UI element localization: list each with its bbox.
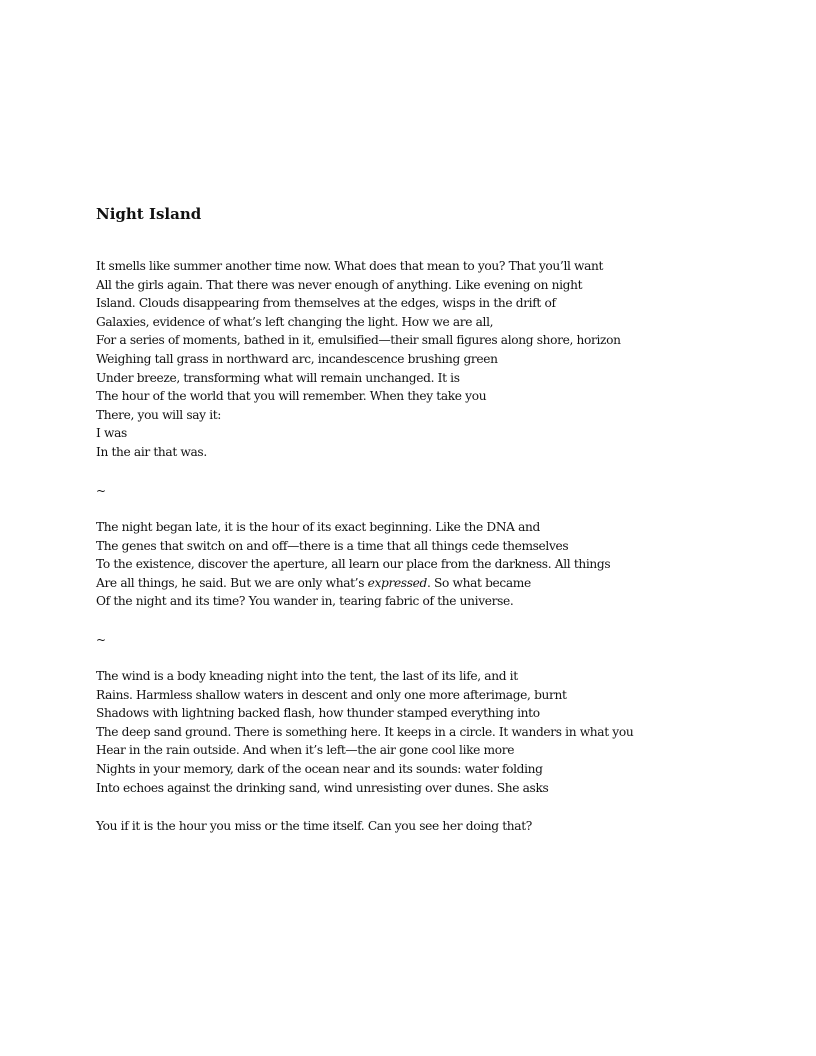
poem-line: Rains. Harmless shallow waters in descent and only one more afterimage, burnt: [96, 687, 567, 702]
line-text-after: . So what became: [426, 575, 531, 590]
stanza-2: [96, 518, 610, 611]
poem-line: Weighing tall grass in northward arc, incandescence brushing green: [96, 351, 498, 366]
line-text-before: Are all things, he said. But we are only what’s: [96, 575, 368, 590]
poem-line: Of the night and its time? You wander in, tearing fabric of the universe.: [96, 594, 514, 609]
poem-title: Night Island: [96, 205, 202, 223]
poem-line: Shadows with lightning backed flash, how thunder stamped everything into: [96, 706, 540, 721]
poem-line-with-italic: [96, 574, 610, 593]
poem-line: For a series of moments, bathed in it, emulsified—their small figures along shore, horizon: [96, 333, 621, 348]
section-separator: ~: [96, 484, 107, 498]
poem-line: You if it is the hour you miss or the time itself. Can you see her doing that?: [96, 819, 532, 833]
poem-line: The genes that switch on and off—there is a time that all things cede themselves: [96, 538, 569, 553]
poem-line: Nights in your memory, dark of the ocean near and its sounds: water folding: [96, 761, 543, 776]
italic-word: expressed: [367, 575, 427, 590]
poem-line: The hour of the world that you will remember. When they take you: [96, 389, 487, 404]
stanza-3: [96, 667, 633, 797]
poem-line: In the air that was.: [96, 444, 207, 459]
poem-line: Into echoes against the drinking sand, wind unresisting over dunes. She asks: [96, 780, 549, 795]
stanza-4: [96, 817, 532, 836]
poem-line: The deep sand ground. There is something here. It keeps in a circle. It wanders in what you: [96, 724, 634, 739]
poem-line: Galaxies, evidence of what’s left changing the light. How we are all,: [96, 314, 494, 329]
poem-line: There, you will say it:: [96, 407, 222, 422]
poem-line: To the existence, discover the aperture, all learn our place from the darkness. All things: [96, 557, 611, 572]
poem-line: Under breeze, transforming what will remain unchanged. It is: [96, 370, 460, 385]
section-separator: ~: [96, 633, 107, 647]
poem-line: Hear in the rain outside. And when it’s left—the air gone cool like more: [96, 743, 515, 758]
poem-line: All the girls again. That there was never enough of anything. Like evening on night: [96, 277, 583, 292]
poem-line: I was: [96, 426, 127, 441]
poem-line: The wind is a body kneading night into the tent, the last of its life, and it: [96, 669, 518, 683]
poem-line: The night began late, it is the hour of its exact beginning. Like the DNA and: [96, 520, 541, 534]
poem-line: It smells like summer another time now. What does that mean to you? That you’ll want: [96, 259, 604, 273]
poem-line: Island. Clouds disappearing from themselves at the edges, wisps in the drift of: [96, 296, 556, 311]
stanza-1: [96, 257, 621, 462]
